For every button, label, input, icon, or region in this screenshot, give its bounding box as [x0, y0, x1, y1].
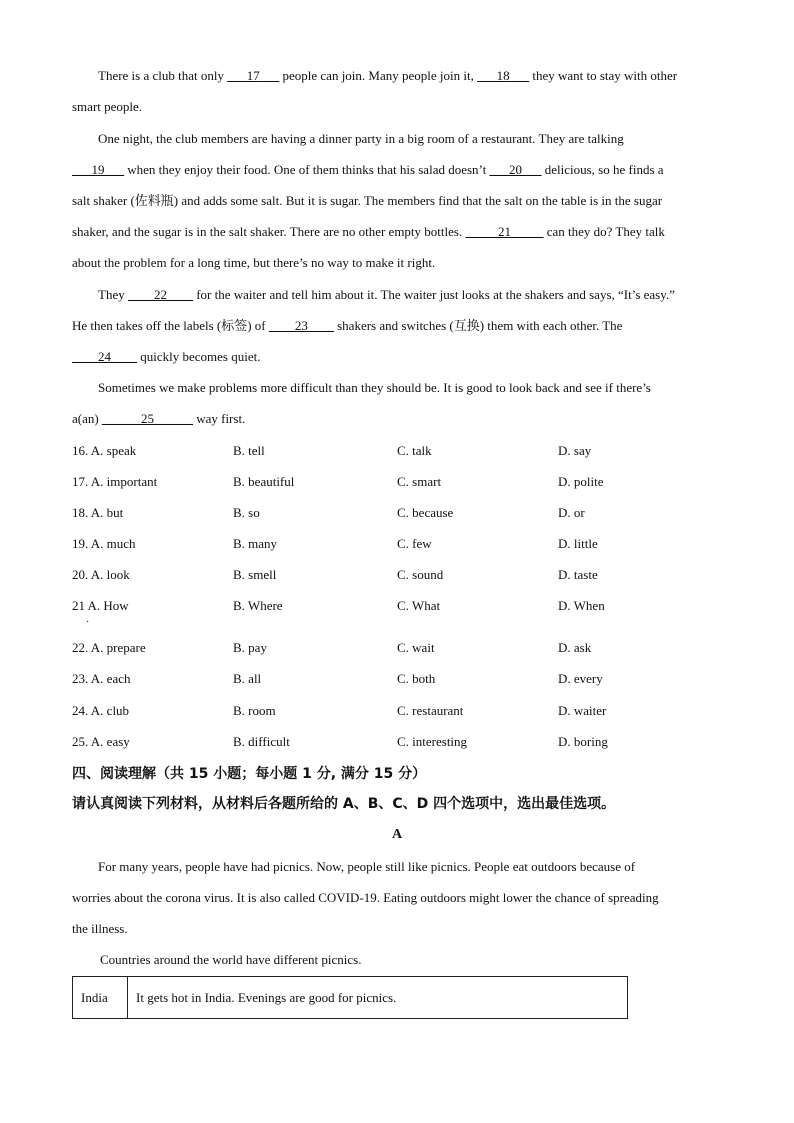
option-a: 18. A. but	[72, 505, 124, 520]
passage-text: quickly becomes quiet.	[137, 349, 261, 364]
option-c: C. smart	[397, 474, 442, 489]
reading-line: worries about the corona virus. It is also called COVID-19. Eating outdoors might lower the chance of spreading	[72, 890, 659, 905]
passage-text: There is a club that only	[98, 68, 228, 83]
passage-line	[98, 67, 677, 85]
option-a: 22. A. prepare	[72, 640, 146, 655]
option-b: B. pay	[233, 640, 267, 655]
option-c: C. restaurant	[397, 703, 464, 718]
option-b: B. tell	[233, 443, 265, 458]
passage-text: people can join. Many people join it,	[279, 68, 478, 83]
blank-22: ____22____	[127, 287, 193, 302]
option-d: D. waiter	[558, 703, 607, 718]
option-a: 25. A. easy	[72, 734, 130, 749]
option-c: C. interesting	[397, 734, 468, 749]
passage-line	[72, 348, 260, 366]
option-c: C. both	[397, 671, 436, 686]
option-c: C. because	[397, 505, 454, 520]
passage-text: He then takes off the labels (标签) of	[72, 318, 269, 333]
blank-19: ___19___	[72, 162, 124, 177]
option-b: B. many	[233, 536, 278, 551]
stray-dot: ·	[86, 617, 90, 628]
blank-25: ______25______	[101, 411, 193, 426]
option-d: D. little	[558, 536, 598, 551]
option-c: C. wait	[397, 640, 435, 655]
passage-line: about the problem for a long time, but there’s no way to make it right.	[72, 255, 436, 270]
option-a: 19. A. much	[72, 536, 136, 551]
blank-21: _____21_____	[465, 224, 544, 239]
table-cell-text: It gets hot in India. Evenings are good for picnics.	[128, 977, 628, 1019]
option-d: D. taste	[558, 567, 598, 582]
passage-text: a(an)	[72, 411, 102, 426]
option-c: C. talk	[397, 443, 432, 458]
reading-line: Countries around the world have different picnics.	[100, 952, 362, 967]
option-d: D. polite	[558, 474, 604, 489]
part-label: A	[391, 827, 403, 842]
option-a: 21 A. How	[72, 598, 129, 613]
passage-line: smart people.	[72, 99, 143, 114]
picnic-table	[72, 976, 628, 1019]
passage-line	[98, 286, 675, 304]
passage-line	[72, 161, 664, 179]
option-a: 16. A. speak	[72, 443, 137, 458]
option-d: D. ask	[558, 640, 592, 655]
option-d: D. boring	[558, 734, 608, 749]
option-d: D. every	[558, 671, 603, 686]
option-d: D. say	[558, 443, 592, 458]
passage-text: They	[98, 287, 128, 302]
passage-text: shaker, and the sugar is in the salt shaker. There are no other empty bottles.	[72, 224, 466, 239]
section-title: 四、阅读理解（共 15 小题；每小题 1 分, 满分 15 分）	[72, 766, 427, 782]
blank-18: ___18___	[477, 68, 530, 83]
option-a: 23. A. each	[72, 671, 131, 686]
option-b: B. room	[233, 703, 276, 718]
table-cell-country: India	[73, 977, 128, 1019]
passage-text: they want to stay with other	[529, 68, 678, 83]
reading-line: For many years, people have had picnics. Now, people still like picnics. People eat outdoors because of	[98, 859, 636, 874]
option-b: B. so	[233, 505, 260, 520]
passage-text: for the waiter and tell him about it. The waiter just looks at the shakers and says, “It’s easy.”	[192, 287, 675, 302]
blank-20: ___20___	[489, 162, 542, 177]
option-a: 24. A. club	[72, 703, 130, 718]
option-a: 20. A. look	[72, 567, 130, 582]
passage-line	[72, 223, 665, 241]
passage-line: One night, the club members are having a dinner party in a big room of a restaurant. They are talking	[98, 131, 624, 146]
option-a: 17. A. important	[72, 474, 158, 489]
passage-text: shakers and switches (互换) them with each other. The	[333, 318, 623, 333]
passage-text: way first.	[192, 411, 246, 426]
blank-24: ____24____	[72, 349, 137, 364]
option-b: B. beautiful	[233, 474, 295, 489]
option-c: C. few	[397, 536, 432, 551]
passage-line: Sometimes we make problems more difficult than they should be. It is good to look back and see if there’s	[98, 380, 651, 395]
passage-text: delicious, so he finds a	[541, 162, 664, 177]
option-c: C. sound	[397, 567, 444, 582]
table-row	[73, 977, 628, 1019]
option-d: D. When	[558, 598, 605, 613]
section-instruction: 请认真阅读下列材料，从材料后各题所给的 A、B、C、D 四个选项中，选出最佳选项。	[72, 796, 616, 812]
reading-line: the illness.	[72, 921, 128, 936]
option-b: B. all	[233, 671, 262, 686]
option-b: B. smell	[233, 567, 277, 582]
option-b: B. Where	[233, 598, 283, 613]
option-b: B. difficult	[233, 734, 290, 749]
passage-line	[72, 317, 622, 335]
option-d: D. or	[558, 505, 585, 520]
passage-line: salt shaker (佐料瓶) and adds some salt. But it is sugar. The members find that the salt on the table is in the sugar	[72, 193, 663, 208]
option-c: C. What	[397, 598, 441, 613]
passage-line	[72, 410, 245, 428]
passage-text: when they enjoy their food. One of them thinks that his salad doesn’t	[124, 162, 490, 177]
blank-17: ___17___	[227, 68, 280, 83]
blank-23: ____23____	[268, 318, 334, 333]
passage-text: can they do? They talk	[543, 224, 665, 239]
